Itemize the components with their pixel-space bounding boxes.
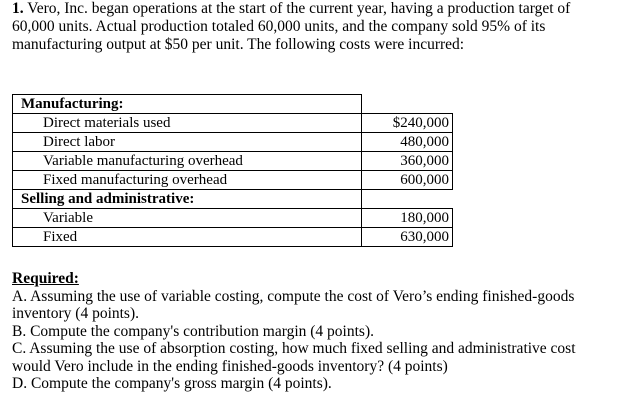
manufacturing-header: Manufacturing: bbox=[13, 95, 362, 114]
selling-header: Selling and administrative: bbox=[13, 190, 362, 209]
question-d: D. Compute the company's gross margin (4 points). bbox=[12, 375, 332, 392]
required-section bbox=[12, 270, 612, 393]
cost-amount: 480,000 bbox=[362, 133, 453, 152]
table-row bbox=[13, 171, 453, 190]
table-row bbox=[13, 228, 453, 247]
table-row bbox=[13, 133, 453, 152]
cost-amount: 630,000 bbox=[362, 228, 453, 247]
cost-amount: 600,000 bbox=[362, 171, 453, 190]
cost-label: Variable manufacturing overhead bbox=[13, 152, 362, 171]
cost-amount: 180,000 bbox=[362, 209, 453, 228]
cost-amount: 360,000 bbox=[362, 152, 453, 171]
table-row bbox=[13, 190, 453, 209]
cost-label: Fixed manufacturing overhead bbox=[13, 171, 362, 190]
question-a: A. Assuming the use of variable costing, compute the cost of Vero’s ending finished-goods inventory (4 points). bbox=[12, 287, 575, 322]
table-row bbox=[13, 95, 453, 114]
cost-label: Direct materials used bbox=[13, 114, 362, 133]
table-row bbox=[13, 209, 453, 228]
question-c: C. Assuming the use of absorption costing, how much fixed selling and administrative cost would Vero include in the ending finished-goods inventory? (4 points) bbox=[12, 340, 576, 375]
problem-text: Vero, Inc. began operations at the start of the current year, having a production target of 60,000 units. Actual production totaled 60,000 units, and the company sold 95% of its manufacturing output at $50 per unit. The following costs were incurred: bbox=[12, 0, 571, 53]
question-b: B. Compute the company's contribution margin (4 points). bbox=[12, 322, 374, 340]
cost-label: Fixed bbox=[13, 228, 362, 247]
table-row bbox=[13, 152, 453, 171]
table-row bbox=[13, 114, 453, 133]
cost-label: Variable bbox=[13, 209, 362, 228]
cost-label: Direct labor bbox=[13, 133, 362, 152]
cost-table bbox=[12, 94, 453, 247]
cost-amount: $240,000 bbox=[362, 114, 453, 133]
required-heading: Required: bbox=[12, 270, 79, 287]
problem-number: 1. bbox=[12, 0, 24, 17]
problem-intro bbox=[12, 0, 612, 54]
